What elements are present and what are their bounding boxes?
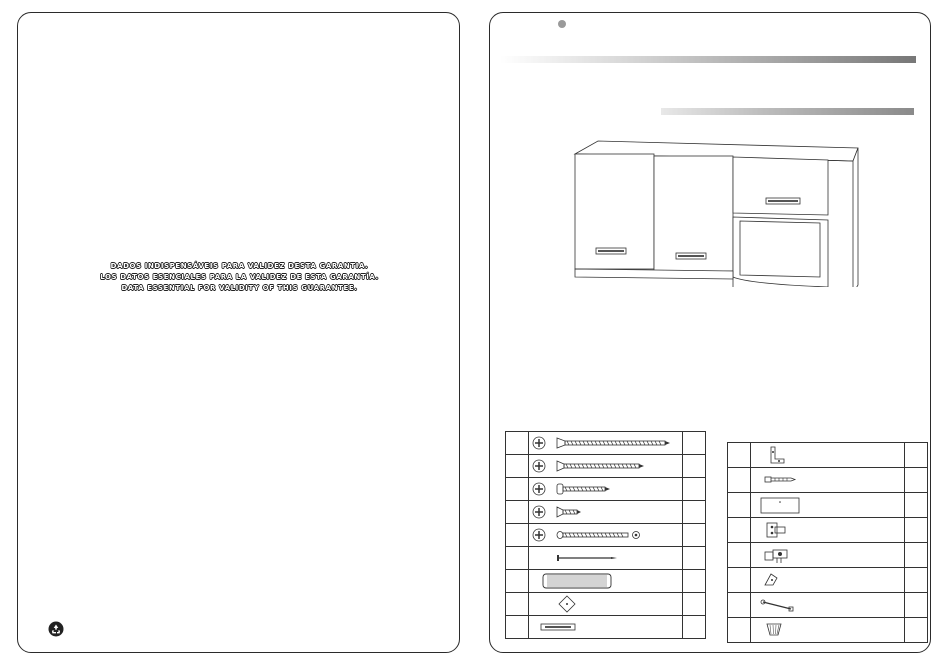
part-qty-cell (683, 593, 706, 616)
screw-icon (529, 502, 682, 522)
hinge-plate-icon (751, 519, 904, 541)
part-qty-cell (683, 570, 706, 593)
wall-plug-icon (751, 469, 904, 491)
table-row (728, 543, 928, 568)
table-row (728, 468, 928, 493)
hinge-icon (751, 544, 904, 566)
part-qty-cell (683, 432, 706, 455)
cam-washer-icon (529, 594, 682, 614)
part-qty-cell (905, 443, 928, 468)
screw-icon (529, 433, 682, 453)
section-bar (500, 56, 916, 63)
minifix-bolt-icon (529, 525, 682, 545)
cup-support-icon (751, 619, 904, 641)
part-qty-cell (905, 568, 928, 593)
part-image-cell (529, 455, 683, 478)
table-row (506, 547, 706, 570)
handle-icon (529, 617, 682, 637)
cabinet-illustration (570, 127, 860, 287)
part-number-cell (506, 524, 529, 547)
part-number-cell (728, 618, 751, 643)
table-row (506, 524, 706, 547)
assembly-page (489, 12, 931, 653)
part-image-cell (751, 568, 905, 593)
part-number-cell (506, 616, 529, 639)
subsection-bar (661, 108, 914, 115)
table-row (728, 593, 928, 618)
part-qty-cell (683, 524, 706, 547)
part-number-cell (728, 593, 751, 618)
part-image-cell (751, 468, 905, 493)
warranty-line-pt: DADOS INDISPENSÁVEIS PARA VALIDEZ DESTA GARANTIA. (110, 262, 369, 270)
part-image-cell (751, 518, 905, 543)
table-row (728, 443, 928, 468)
part-image-cell (751, 443, 905, 468)
part-qty-cell (905, 593, 928, 618)
warranty-line-es: LOS DATOS ESENCIALES PARA LA VALIDEZ DE ESTA GARANTÍA. (100, 273, 379, 281)
table-row (506, 593, 706, 616)
part-number-cell (506, 547, 529, 570)
part-qty-cell (683, 478, 706, 501)
parts-table-right (727, 442, 928, 643)
nail-icon (529, 548, 682, 568)
part-number-cell (506, 593, 529, 616)
part-qty-cell (683, 501, 706, 524)
label-card-icon (751, 494, 904, 516)
part-qty-cell (905, 493, 928, 518)
part-image-cell (529, 524, 683, 547)
part-image-cell (529, 570, 683, 593)
part-image-cell (751, 593, 905, 618)
part-qty-cell (905, 618, 928, 643)
hanger-rod-icon (751, 594, 904, 616)
table-row (728, 493, 928, 518)
warranty-line-en: DATA ESSENTIAL FOR VALIDITY OF THIS GUARANTEE. (121, 284, 358, 292)
screw-icon (529, 456, 682, 476)
table-row (506, 570, 706, 593)
part-number-cell (728, 493, 751, 518)
part-qty-cell (905, 468, 928, 493)
part-qty-cell (683, 616, 706, 639)
part-number-cell (506, 570, 529, 593)
part-qty-cell (905, 518, 928, 543)
part-number-cell (506, 432, 529, 455)
table-row (728, 568, 928, 593)
table-row (506, 478, 706, 501)
part-image-cell (529, 547, 683, 570)
part-number-cell (728, 568, 751, 593)
table-row (506, 432, 706, 455)
part-number-cell (728, 543, 751, 568)
part-number-cell (506, 455, 529, 478)
part-image-cell (751, 618, 905, 643)
part-image-cell (529, 501, 683, 524)
bullet-dot (558, 20, 566, 28)
part-image-cell (529, 478, 683, 501)
part-qty-cell (683, 547, 706, 570)
part-number-cell (728, 518, 751, 543)
bracket-icon (751, 444, 904, 466)
part-image-cell (529, 616, 683, 639)
table-row (506, 616, 706, 639)
table-row (506, 501, 706, 524)
parts-table-left (505, 431, 706, 639)
part-number-cell (728, 468, 751, 493)
part-image-cell (751, 493, 905, 518)
table-row (728, 618, 928, 643)
warranty-notice (18, 261, 461, 294)
part-image-cell (529, 593, 683, 616)
table-row (506, 455, 706, 478)
dowel-icon (529, 571, 682, 591)
warranty-page (17, 12, 460, 653)
part-qty-cell (683, 455, 706, 478)
part-number-cell (728, 443, 751, 468)
part-number-cell (506, 478, 529, 501)
part-image-cell (751, 543, 905, 568)
part-number-cell (506, 501, 529, 524)
recycle-icon (48, 621, 64, 637)
part-image-cell (529, 432, 683, 455)
table-row (728, 518, 928, 543)
screw-icon (529, 479, 682, 499)
angle-clip-icon (751, 569, 904, 591)
part-qty-cell (905, 543, 928, 568)
